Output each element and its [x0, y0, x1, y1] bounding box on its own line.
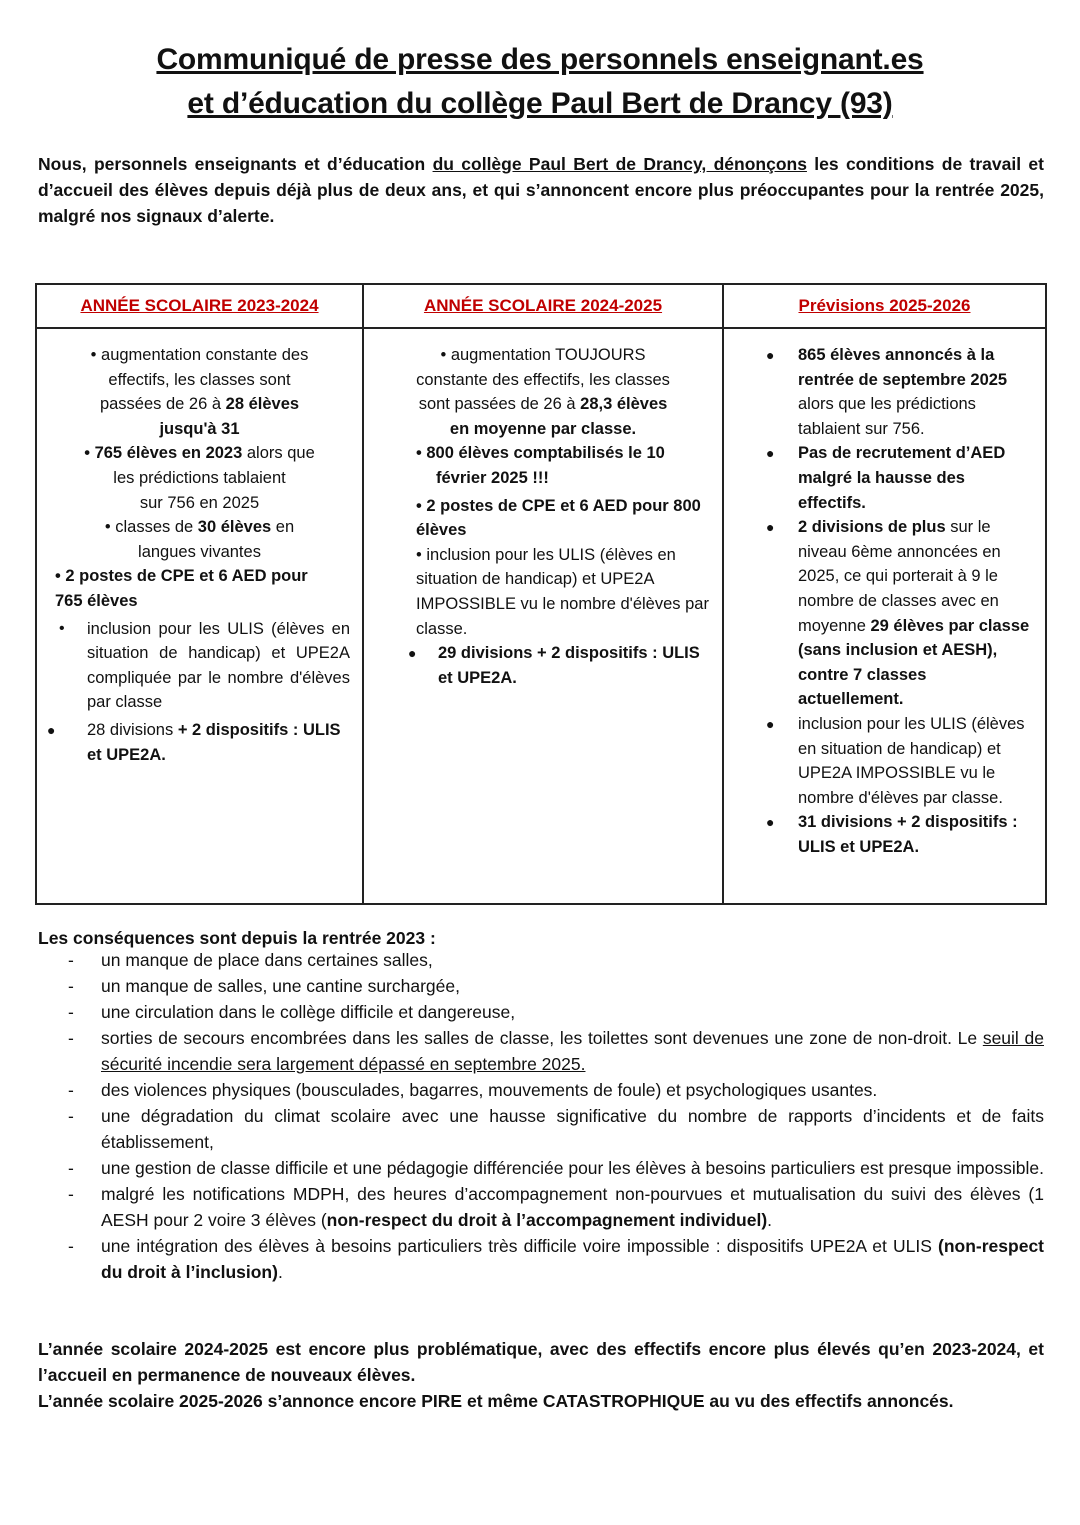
c1-item-5 — [49, 617, 350, 715]
bullet-icon: ● — [408, 645, 417, 662]
title-line-1: Communiqué de presse des personnels enseignant.es — [156, 43, 924, 76]
item-text: une circulation dans le collège difficile et dangereuse, — [101, 1002, 516, 1022]
bullet-icon: ● — [766, 519, 775, 536]
intro-part-2: du collège Paul Bert de Drancy, dénonçons — [432, 154, 807, 174]
item-text: une dégradation du climat scolaire avec une hausse significative du nombre de rapports d’incidents et de faits établissement, — [101, 1106, 1044, 1152]
c2-item-2 — [376, 441, 710, 490]
closing-p1: L’année scolaire 2024-2025 est encore plus problématique, avec des effectifs encore plus élevés qu’en 2023-2024, et l’accueil en permanence de nouveaux élèves. — [38, 1339, 1044, 1385]
c2-item-1 — [376, 343, 710, 441]
dash-icon: - — [68, 1002, 74, 1022]
dash-icon: - — [68, 1158, 74, 1178]
closing-paragraph — [38, 1336, 1044, 1414]
title-line-2: et d’éducation du collège Paul Bert de Drancy (93) — [187, 87, 893, 120]
item-text: sorties de secours encombrées dans les salles de classe, les toilettes sont devenues une zone de non-droit. Le — [101, 1028, 983, 1048]
list-item — [38, 1025, 1044, 1077]
c1-item-4 — [49, 564, 350, 613]
item-text: . — [277, 1262, 283, 1282]
c1-line — [49, 515, 350, 540]
c1-line: les prédictions tablaient — [113, 468, 286, 487]
c3-item-2 — [736, 441, 1033, 515]
dash-icon: - — [68, 1028, 74, 1048]
bullet-icon: ● — [766, 347, 775, 363]
item-text-bold: (non-respect du droit à l’inclusion) — [101, 1236, 1044, 1282]
dash-icon: - — [68, 976, 74, 996]
c1-line: sur 756 en 2025 — [139, 493, 260, 512]
item-text-underlined: seuil de sécurité incendie sera largement dépassé en septembre 2025. — [101, 1028, 1044, 1074]
c1-line: jusqu'à 31 — [159, 419, 240, 438]
c2-item-3: • 2 postes de CPE et 6 AED pour 800 élèves — [416, 496, 701, 540]
c2-text: sont passées de 26 à — [418, 395, 581, 414]
bullet-icon: ● — [766, 715, 775, 732]
list-item — [38, 1233, 1044, 1285]
item-text: . — [767, 1210, 773, 1230]
consequences-list — [38, 947, 1044, 1285]
bullet-icon: ● — [766, 445, 775, 462]
table-header-row — [36, 284, 1046, 328]
c1-text-bold: + 2 dispositifs : ULIS et UPE2A. — [87, 720, 341, 764]
header-2025-2026: Prévisions 2025-2026 — [723, 284, 1046, 328]
c3-item-1 — [736, 343, 1033, 441]
c2-line: • 800 élèves comptabilisés le 10 — [416, 444, 665, 463]
cell-2024-2025 — [363, 328, 723, 904]
table-body-row — [36, 328, 1046, 904]
c1-line: langues vivantes — [138, 542, 261, 561]
intro-part-1: Nous, personnels enseignants et d’éducation — [38, 154, 433, 174]
c1-item-2 — [49, 441, 350, 515]
c1-line: • augmentation constante des — [90, 346, 309, 364]
c1-item-6 — [49, 718, 350, 767]
c2-text-bold: 29 divisions + 2 dispositifs : ULIS et UPE2A. — [438, 644, 700, 687]
c1-line: • 2 postes de CPE et 6 AED pour — [55, 567, 308, 586]
c1-line — [49, 392, 350, 417]
c2-line: • augmentation TOUJOURS — [440, 346, 646, 364]
c1-item-1 — [49, 343, 350, 441]
item-text: un manque de salles, une cantine surchargée, — [101, 976, 460, 996]
bullet-icon: • — [59, 619, 65, 637]
c3-item-5 — [736, 810, 1033, 859]
intro-paragraph — [38, 151, 1044, 229]
dash-icon: - — [68, 1236, 74, 1256]
c2-item-4: • inclusion pour les ULIS (élèves en situation de handicap) et UPE2A IMPOSSIBLE vu le nombre d'élèves par classe. — [416, 545, 709, 638]
comparison-table — [35, 283, 1047, 905]
item-text: une intégration des élèves à besoins particuliers très difficile voire impossible : dispositifs UPE2A et ULIS — [101, 1236, 939, 1256]
list-item — [38, 1155, 1044, 1181]
header-2024-2025: ANNÉE SCOLAIRE 2024-2025 — [363, 284, 723, 328]
c3-item-4 — [736, 712, 1033, 810]
c1-text-bold: • 765 élèves en 2023 — [84, 444, 243, 463]
c1-text: en — [271, 518, 295, 537]
item-text-bold: non-respect du droit à l’accompagnement individuel) — [326, 1210, 768, 1230]
list-item — [38, 1103, 1044, 1155]
c3-text-bold: 2 divisions de plus — [798, 518, 946, 537]
c1-line: effectifs, les classes sont — [108, 370, 291, 389]
c3-text-bold: 865 élèves annoncés à la rentrée de septembre 2025 — [798, 346, 1008, 389]
c3-text: sur le niveau 6ème annoncées en 2025, ce qui porterait à 9 le nombre de classes avec en moyenne — [798, 518, 1001, 635]
list-item — [38, 1181, 1044, 1233]
c3-list — [736, 343, 1033, 859]
c1-text: passées de 26 à — [99, 395, 226, 414]
c2-line: février 2025 !!! — [436, 468, 549, 487]
c1-list — [49, 617, 350, 768]
dash-icon: - — [68, 1106, 74, 1126]
c2-text-bold: 28,3 élèves — [580, 395, 668, 414]
list-item — [38, 999, 1044, 1025]
c1-item-3 — [49, 515, 350, 564]
item-text: malgré les notifications MDPH, des heures d’accompagnement non-pourvues et mutualisation du suivi des élèves (1 AESH pour 2 voire 3 élèves ( — [101, 1184, 1044, 1230]
c2-list — [376, 641, 710, 690]
cell-2023-2024 — [36, 328, 363, 904]
c3-text-bold: Pas de recrutement d’AED malgré la hausse des effectifs. — [798, 444, 1006, 512]
c3-text-bold: 31 divisions + 2 dispositifs : ULIS et UPE2A. — [798, 813, 1018, 856]
dash-icon: - — [68, 1080, 74, 1100]
list-item — [38, 1077, 1044, 1103]
intro-part-3: les conditions de travail et d’accueil des élèves depuis déjà plus de deux ans, et qui s’annoncent encore plus préoccupantes pour la rentrée 2025, malgré nos signaux d’alerte. — [38, 154, 1044, 226]
c1-text: 28 divisions — [87, 720, 178, 739]
c3-item-3 — [736, 515, 1033, 712]
closing-p2: L’année scolaire 2025-2026 s’annonce encore PIRE et même CATASTROPHIQUE au vu des effectifs annoncés. — [38, 1391, 954, 1411]
c1-text: inclusion pour les ULIS (élèves en situation de handicap) et UPE2A compliquée par le nombre d'élèves par classe — [87, 619, 350, 712]
c3-text: inclusion pour les ULIS (élèves en situation de handicap) et UPE2A IMPOSSIBLE vu le nombre d'élèves par classe. — [798, 714, 1025, 807]
c1-text: alors que — [242, 444, 315, 463]
cell-2025-2026 — [723, 328, 1046, 904]
c2-line — [376, 392, 710, 417]
list-item — [38, 973, 1044, 999]
c2-line: en moyenne par classe. — [449, 419, 637, 438]
consequences-title: Les conséquences sont depuis la rentrée 2023 : — [38, 928, 436, 948]
c1-text: • classes de — [104, 518, 198, 537]
bullet-icon: ● — [766, 814, 775, 831]
c1-line: 765 élèves — [55, 591, 138, 610]
c2-item-5 — [376, 641, 710, 690]
bullet-icon: ● — [47, 721, 56, 738]
c1-line — [49, 441, 350, 466]
list-item — [38, 947, 1044, 973]
c3-text-bold: 29 élèves par classe (sans inclusion et AESH), contre 7 classes actuellement. — [798, 616, 1030, 709]
item-text: des violences physiques (bousculades, bagarres, mouvements de foule) et psychologiques usantes. — [101, 1080, 878, 1100]
c3-text: alors que les prédictions tablaient sur 756. — [798, 395, 976, 438]
c1-text-bold: 28 élèves — [225, 395, 300, 414]
header-2023-2024: ANNÉE SCOLAIRE 2023-2024 — [36, 284, 363, 328]
c2-line: constante des effectifs, les classes — [416, 370, 670, 389]
item-text: un manque de place dans certaines salles, — [101, 950, 433, 970]
page-title — [60, 38, 1020, 126]
dash-icon: - — [68, 1184, 74, 1204]
item-text: une gestion de classe difficile et une pédagogie différenciée pour les élèves à besoins particuliers est presque impossible. — [101, 1158, 1044, 1178]
dash-icon: - — [68, 950, 74, 970]
c1-text-bold: 30 élèves — [197, 518, 272, 537]
